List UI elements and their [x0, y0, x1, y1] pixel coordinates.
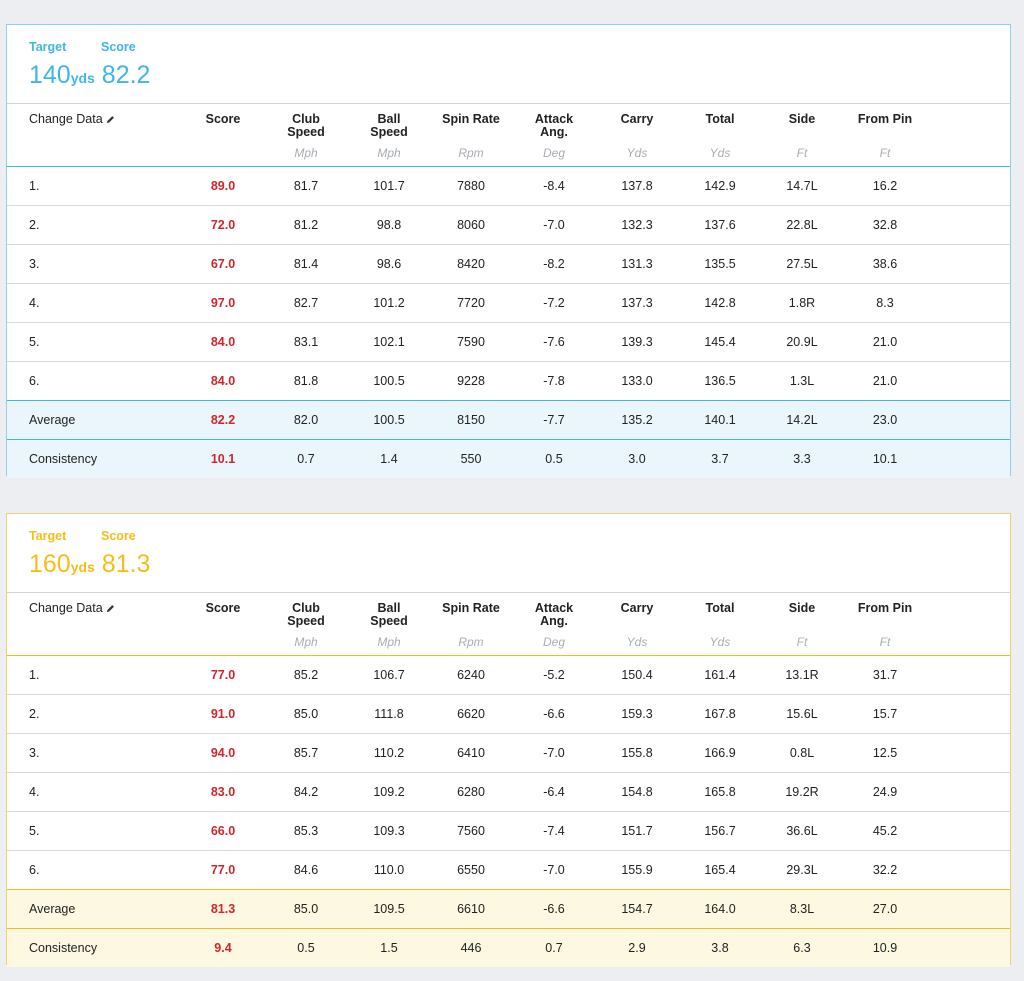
- cell-club_speed: 81.7: [293, 179, 319, 193]
- cell-score: 10.1: [210, 452, 236, 466]
- cell-attack_ang: 0.7: [545, 941, 563, 955]
- cell-from_pin: 32.8: [872, 218, 898, 232]
- pencil-icon: [106, 603, 115, 612]
- cell-club_speed: 0.5: [297, 941, 315, 955]
- change-data-button[interactable]: [29, 113, 179, 126]
- cell-club_speed: 81.8: [293, 374, 319, 388]
- cell-carry: 3.0: [628, 452, 646, 466]
- cell-carry: 155.8: [621, 746, 653, 760]
- score-value: 81.3: [101, 550, 151, 578]
- score-label: Score: [101, 40, 136, 54]
- cell-spin_rate: 7560: [457, 824, 485, 838]
- cell-ball_speed: 101.7: [373, 179, 405, 193]
- header-values: [29, 60, 150, 93]
- cell-carry: 137.8: [621, 179, 653, 193]
- cell-side: 1.8R: [788, 296, 816, 310]
- cell-side: 6.3: [793, 941, 811, 955]
- cell-total: 164.0: [704, 902, 736, 916]
- cell-club_speed: 85.0: [293, 902, 319, 916]
- cell-total: 166.9: [704, 746, 736, 760]
- column-unit-ball_speed: Mph: [377, 146, 401, 160]
- table-row: [7, 772, 1010, 811]
- row-label: 1.: [29, 179, 40, 193]
- column-header-from_pin: From Pin: [857, 112, 913, 126]
- cell-score: 84.0: [210, 335, 236, 349]
- cell-ball_speed: 110.0: [373, 863, 405, 877]
- cell-spin_rate: 6410: [457, 746, 485, 760]
- row-label: 5.: [29, 824, 40, 838]
- column-unit-side: Ft: [796, 146, 808, 160]
- column-header-score: Score: [205, 601, 241, 615]
- cell-attack_ang: -7.6: [543, 335, 565, 349]
- cell-score: 84.0: [210, 374, 236, 388]
- cell-side: 20.9L: [786, 335, 818, 349]
- table-row: [7, 244, 1010, 283]
- row-label: 1.: [29, 668, 40, 682]
- cell-spin_rate: 6620: [457, 707, 485, 721]
- cell-side: 0.8L: [789, 746, 815, 760]
- cell-spin_rate: 6280: [457, 785, 485, 799]
- row-label: 6.: [29, 863, 40, 877]
- cell-side: 13.1R: [785, 668, 819, 682]
- cell-score: 91.0: [210, 707, 236, 721]
- cell-spin_rate: 7880: [457, 179, 485, 193]
- column-header-side: Side: [788, 601, 816, 615]
- cell-side: 15.6L: [786, 707, 818, 721]
- cell-total: 137.6: [704, 218, 736, 232]
- cell-ball_speed: 111.8: [374, 707, 404, 721]
- cell-total: 136.5: [704, 374, 736, 388]
- cell-spin_rate: 550: [460, 452, 482, 466]
- header-labels: [29, 40, 136, 54]
- cell-carry: 151.7: [621, 824, 653, 838]
- cell-club_speed: 84.6: [293, 863, 319, 877]
- cell-ball_speed: 98.8: [376, 218, 402, 232]
- cell-total: 165.8: [704, 785, 736, 799]
- cell-ball_speed: 101.2: [373, 296, 405, 310]
- cell-ball_speed: 102.1: [373, 335, 405, 349]
- cell-attack_ang: -6.6: [543, 902, 565, 916]
- cell-ball_speed: 100.5: [373, 413, 405, 427]
- cell-attack_ang: -7.7: [543, 413, 565, 427]
- cell-ball_speed: 106.7: [373, 668, 405, 682]
- cell-ball_speed: 110.2: [373, 746, 405, 760]
- target-panel-140: [6, 24, 1011, 476]
- cell-carry: 155.9: [621, 863, 653, 877]
- cell-score: 94.0: [210, 746, 236, 760]
- row-label: 3.: [29, 746, 40, 760]
- cell-spin_rate: 6240: [457, 668, 485, 682]
- cell-attack_ang: -6.6: [543, 707, 565, 721]
- cell-club_speed: 82.7: [293, 296, 319, 310]
- cell-from_pin: 8.3: [876, 296, 894, 310]
- cell-score: 89.0: [210, 179, 236, 193]
- cell-from_pin: 45.2: [872, 824, 898, 838]
- score-label: Score: [101, 529, 136, 543]
- summary-row: [7, 439, 1010, 478]
- change-data-label: Change Data: [29, 601, 103, 615]
- cell-score: 77.0: [210, 668, 236, 682]
- column-unit-carry: Yds: [626, 146, 648, 160]
- column-header-ball_speed: Ball Speed: [370, 601, 408, 628]
- table-row: [7, 322, 1010, 361]
- table-row: [7, 655, 1010, 694]
- cell-ball_speed: 109.2: [373, 785, 405, 799]
- column-unit-spin_rate: Rpm: [458, 635, 484, 649]
- column-unit-attack_ang: Deg: [542, 635, 565, 649]
- target-value: 140: [29, 61, 71, 89]
- summary-row: [7, 889, 1010, 928]
- summary-row: [7, 400, 1010, 439]
- cell-total: 3.7: [711, 452, 729, 466]
- cell-score: 81.3: [210, 902, 236, 916]
- cell-side: 22.8L: [786, 218, 818, 232]
- cell-spin_rate: 8420: [457, 257, 485, 271]
- cell-total: 161.4: [704, 668, 736, 682]
- cell-club_speed: 84.2: [293, 785, 319, 799]
- row-label: 6.: [29, 374, 40, 388]
- row-label: 4.: [29, 785, 40, 799]
- row-label: Average: [29, 902, 76, 916]
- cell-carry: 137.3: [621, 296, 653, 310]
- table-row: [7, 850, 1010, 889]
- row-label: Consistency: [29, 941, 98, 955]
- cell-from_pin: 24.9: [872, 785, 898, 799]
- cell-total: 145.4: [704, 335, 736, 349]
- cell-ball_speed: 100.5: [373, 374, 405, 388]
- row-label: Consistency: [29, 452, 98, 466]
- cell-attack_ang: -5.2: [543, 668, 565, 682]
- column-header-ball_speed: Ball Speed: [370, 112, 408, 139]
- column-header-carry: Carry: [620, 112, 654, 126]
- cell-attack_ang: -7.0: [543, 218, 565, 232]
- cell-attack_ang: -6.4: [543, 785, 565, 799]
- column-header-spin_rate: Spin Rate: [442, 112, 500, 126]
- cell-total: 142.9: [704, 179, 736, 193]
- cell-carry: 131.3: [621, 257, 653, 271]
- column-header-spin_rate: Spin Rate: [442, 601, 500, 615]
- column-header-total: Total: [705, 601, 735, 615]
- cell-club_speed: 81.2: [293, 218, 319, 232]
- cell-total: 3.8: [711, 941, 729, 955]
- table-row: [7, 733, 1010, 772]
- cell-attack_ang: 0.5: [545, 452, 563, 466]
- row-label: Average: [29, 413, 76, 427]
- cell-from_pin: 27.0: [872, 902, 898, 916]
- cell-total: 167.8: [704, 707, 736, 721]
- cell-ball_speed: 1.5: [380, 941, 398, 955]
- cell-ball_speed: 109.5: [373, 902, 405, 916]
- cell-side: 29.3L: [786, 863, 818, 877]
- cell-carry: 154.7: [621, 902, 653, 916]
- cell-spin_rate: 8150: [457, 413, 485, 427]
- cell-spin_rate: 8060: [457, 218, 485, 232]
- column-header-total: Total: [705, 112, 735, 126]
- table-row: [7, 811, 1010, 850]
- cell-score: 67.0: [210, 257, 236, 271]
- cell-side: 1.3L: [789, 374, 815, 388]
- column-unit-spin_rate: Rpm: [458, 146, 484, 160]
- column-header-attack_ang: Attack Ang.: [534, 601, 574, 628]
- cell-spin_rate: 9228: [457, 374, 485, 388]
- cell-total: 165.4: [704, 863, 736, 877]
- cell-club_speed: 82.0: [293, 413, 319, 427]
- cell-from_pin: 38.6: [872, 257, 898, 271]
- panel-header: [7, 25, 1010, 104]
- cell-carry: 135.2: [621, 413, 653, 427]
- cell-score: 83.0: [210, 785, 236, 799]
- cell-side: 14.2L: [786, 413, 818, 427]
- cell-attack_ang: -7.4: [543, 824, 565, 838]
- column-header-side: Side: [788, 112, 816, 126]
- cell-club_speed: 83.1: [293, 335, 319, 349]
- cell-score: 77.0: [210, 863, 236, 877]
- column-header-score: Score: [205, 112, 241, 126]
- cell-from_pin: 12.5: [872, 746, 898, 760]
- cell-total: 135.5: [704, 257, 736, 271]
- pencil-icon: [106, 114, 115, 123]
- change-data-label: Change Data: [29, 112, 103, 126]
- column-unit-carry: Yds: [626, 635, 648, 649]
- table-row: [7, 694, 1010, 733]
- target-label: Target: [29, 40, 67, 54]
- cell-score: 72.0: [210, 218, 236, 232]
- cell-carry: 150.4: [621, 668, 653, 682]
- row-label: 5.: [29, 335, 40, 349]
- cell-from_pin: 32.2: [872, 863, 898, 877]
- cell-side: 14.7L: [786, 179, 818, 193]
- cell-side: 3.3: [793, 452, 811, 466]
- cell-attack_ang: -7.8: [543, 374, 565, 388]
- column-header-club_speed: Club Speed: [287, 112, 325, 139]
- target-label: Target: [29, 529, 67, 543]
- cell-ball_speed: 1.4: [380, 452, 398, 466]
- row-label: 2.: [29, 707, 40, 721]
- row-label: 3.: [29, 257, 40, 271]
- column-unit-total: Yds: [709, 635, 731, 649]
- target-value: 160: [29, 550, 71, 578]
- cell-score: 66.0: [210, 824, 236, 838]
- cell-from_pin: 16.2: [872, 179, 898, 193]
- cell-carry: 132.3: [621, 218, 653, 232]
- cell-spin_rate: 6550: [457, 863, 485, 877]
- cell-ball_speed: 98.6: [376, 257, 402, 271]
- table-row: [7, 166, 1010, 205]
- cell-side: 36.6L: [786, 824, 818, 838]
- column-header-row: [7, 593, 1010, 655]
- row-label: 2.: [29, 218, 40, 232]
- target-panel-160: [6, 513, 1011, 965]
- column-header-carry: Carry: [620, 601, 654, 615]
- cell-spin_rate: 446: [460, 941, 482, 955]
- cell-score: 97.0: [210, 296, 236, 310]
- cell-club_speed: 81.4: [293, 257, 319, 271]
- cell-attack_ang: -7.2: [543, 296, 565, 310]
- row-label: 4.: [29, 296, 40, 310]
- cell-spin_rate: 6610: [457, 902, 485, 916]
- cell-carry: 133.0: [621, 374, 653, 388]
- cell-attack_ang: -8.2: [543, 257, 565, 271]
- cell-ball_speed: 109.3: [373, 824, 405, 838]
- cell-club_speed: 85.0: [293, 707, 319, 721]
- cell-from_pin: 10.9: [872, 941, 898, 955]
- cell-from_pin: 31.7: [872, 668, 898, 682]
- column-header-club_speed: Club Speed: [287, 601, 325, 628]
- column-unit-total: Yds: [709, 146, 731, 160]
- table-row: [7, 205, 1010, 244]
- table-row: [7, 283, 1010, 322]
- cell-attack_ang: -7.0: [543, 863, 565, 877]
- cell-club_speed: 85.3: [293, 824, 319, 838]
- column-unit-from_pin: Ft: [879, 146, 891, 160]
- cell-carry: 139.3: [621, 335, 653, 349]
- table-row: [7, 361, 1010, 400]
- header-labels: [29, 529, 136, 543]
- column-unit-club_speed: Mph: [294, 635, 318, 649]
- cell-from_pin: 21.0: [872, 335, 898, 349]
- column-unit-from_pin: Ft: [879, 635, 891, 649]
- cell-club_speed: 0.7: [297, 452, 315, 466]
- score-value: 82.2: [101, 61, 151, 89]
- column-header-attack_ang: Attack Ang.: [534, 112, 574, 139]
- cell-club_speed: 85.2: [293, 668, 319, 682]
- cell-from_pin: 15.7: [872, 707, 898, 721]
- column-unit-club_speed: Mph: [294, 146, 318, 160]
- target-unit: yds: [70, 70, 95, 86]
- header-values: [29, 549, 150, 582]
- cell-side: 19.2R: [785, 785, 819, 799]
- column-unit-attack_ang: Deg: [542, 146, 565, 160]
- cell-total: 140.1: [704, 413, 736, 427]
- column-header-from_pin: From Pin: [857, 601, 913, 615]
- summary-row: [7, 928, 1010, 967]
- cell-club_speed: 85.7: [293, 746, 319, 760]
- cell-spin_rate: 7590: [457, 335, 485, 349]
- cell-from_pin: 21.0: [872, 374, 898, 388]
- panel-header: [7, 514, 1010, 593]
- cell-side: 27.5L: [786, 257, 818, 271]
- cell-carry: 154.8: [621, 785, 653, 799]
- cell-total: 156.7: [704, 824, 736, 838]
- cell-from_pin: 10.1: [872, 452, 898, 466]
- cell-attack_ang: -7.0: [543, 746, 565, 760]
- cell-score: 82.2: [210, 413, 236, 427]
- column-unit-side: Ft: [796, 635, 808, 649]
- cell-side: 8.3L: [789, 902, 815, 916]
- cell-attack_ang: -8.4: [543, 179, 565, 193]
- cell-score: 9.4: [214, 941, 232, 955]
- cell-carry: 2.9: [628, 941, 646, 955]
- change-data-button[interactable]: [29, 602, 179, 615]
- column-header-row: [7, 104, 1010, 166]
- target-unit: yds: [70, 559, 95, 575]
- cell-spin_rate: 7720: [457, 296, 485, 310]
- column-unit-ball_speed: Mph: [377, 635, 401, 649]
- cell-total: 142.8: [704, 296, 736, 310]
- cell-carry: 159.3: [621, 707, 653, 721]
- cell-from_pin: 23.0: [872, 413, 898, 427]
